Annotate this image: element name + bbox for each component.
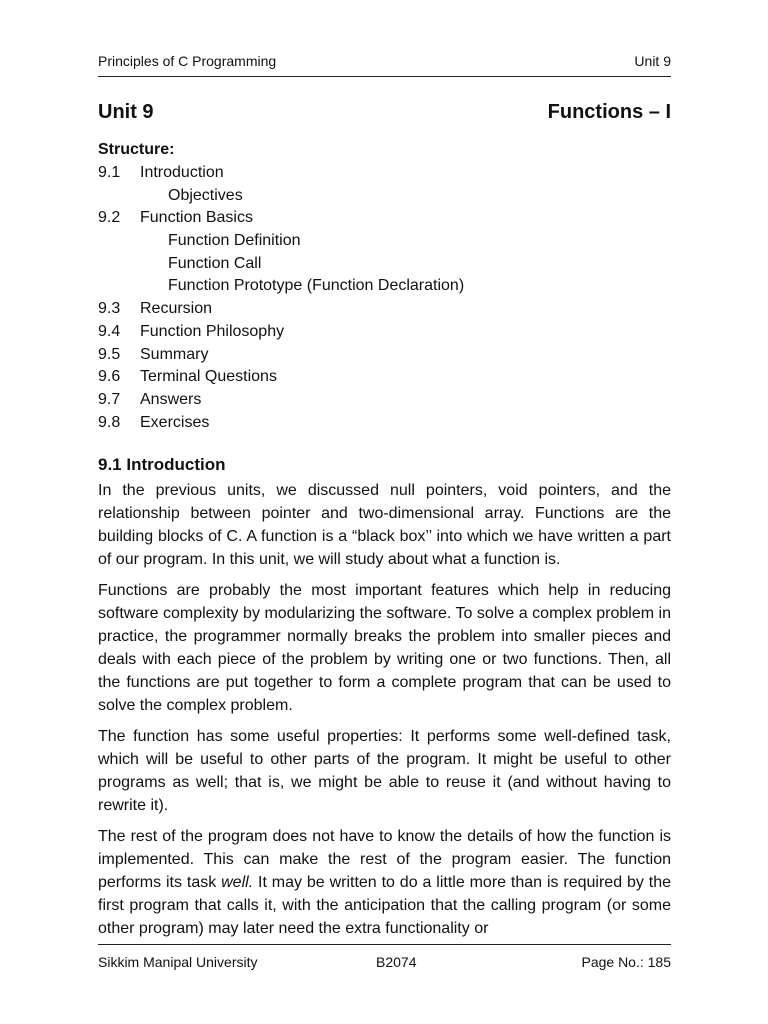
toc-item — [98, 207, 671, 230]
paragraph-3 — [98, 725, 671, 817]
header-unit-label: Unit 9 — [634, 53, 671, 69]
paragraph-4-part-2: It may be written to do a little more than is required by the first program that calls it, with the anticipation that the calling program (or some other program) may later need the extra functionality or — [98, 874, 671, 937]
document-page — [98, 0, 671, 1024]
toc-item-label: Introduction — [140, 164, 224, 181]
toc-item-label: Summary — [140, 345, 209, 363]
paragraph-3-text: The function has some useful properties: It performs some well-defined task, which will be useful to other parts of the program. It might be useful to other programs as well; that is, we might be able to reuse it (and without having to rewrite it). — [98, 728, 671, 814]
toc-item — [98, 344, 671, 367]
toc-item-label: Function Philosophy — [140, 322, 285, 340]
toc-item-label: Function Prototype (Function Declaration) — [168, 277, 465, 295]
toc-item — [98, 230, 671, 253]
paragraph-4-text — [98, 825, 671, 940]
header-rule — [98, 76, 671, 77]
structure-label: Structure: — [98, 141, 175, 158]
footer-university: Sikkim Manipal University — [98, 954, 258, 970]
toc-item-number: 9.2 — [98, 209, 121, 227]
section-heading: 9.1 Introduction — [98, 455, 226, 474]
toc-item — [98, 389, 671, 412]
footer-rule — [98, 944, 671, 945]
unit-number: Unit 9 — [98, 101, 154, 123]
toc-item — [98, 275, 671, 298]
footer-page-number: Page No.: 185 — [581, 954, 671, 970]
toc-item-label: Terminal Questions — [140, 368, 277, 386]
footer-course-code: B2074 — [376, 954, 417, 970]
toc-item-label: Function Basics — [140, 209, 253, 227]
toc-item-label: Function Definition — [168, 232, 301, 250]
header-book-title: Principles of C Programming — [98, 53, 277, 69]
paragraph-1-text: In the previous units, we discussed null pointers, void pointers, and the relationship between pointer and two-dimensional array. Functions are the building blocks of C. A function is a “black box’’ into which we have written a part of our program. In this unit, we will study about what a function is. — [98, 482, 671, 568]
paragraph-2-text: Functions are probably the most important features which help in reducing software complexity by modularizing the software. To solve a complex problem in practice, the programmer normally breaks the problem into smaller pieces and deals with each piece of the problem by writing one or two functions. Then, all the functions are put together to form a complete program that can be used to solve the complex problem. — [98, 582, 671, 714]
toc-item-number: 9.3 — [98, 300, 121, 318]
toc-item-label: Objectives — [168, 186, 243, 204]
toc-item — [98, 162, 671, 185]
toc-item-number: 9.4 — [98, 322, 121, 340]
paragraph-2 — [98, 579, 671, 717]
paragraph-4-part-1: The rest of the program does not have to know the details of how the function is implemented. This can make the rest of the program easier. The function performs its task — [98, 828, 671, 891]
chapter-title: Functions – I — [547, 101, 671, 123]
toc-item-number: 9.1 — [98, 164, 121, 181]
toc-item — [98, 298, 671, 321]
paragraph-1 — [98, 479, 671, 571]
toc-item — [98, 366, 671, 389]
toc-item-number: 9.5 — [98, 345, 121, 363]
toc-item-number: 9.8 — [98, 413, 121, 431]
paragraph-4-emphasis: well. — [221, 874, 254, 891]
toc-item — [98, 185, 671, 208]
paragraph-4 — [98, 825, 671, 940]
toc-item — [98, 321, 671, 344]
toc-item — [98, 253, 671, 276]
toc-item-label: Function Call — [168, 254, 262, 272]
toc-item-label: Answers — [140, 390, 202, 408]
table-of-contents — [98, 162, 671, 434]
toc-item-label: Exercises — [140, 413, 210, 431]
page-header — [98, 53, 671, 73]
toc-item-number: 9.7 — [98, 390, 121, 408]
toc-item-number: 9.6 — [98, 368, 121, 386]
page-footer — [98, 954, 671, 974]
toc-item-label: Recursion — [140, 300, 213, 318]
toc-item — [98, 412, 671, 435]
